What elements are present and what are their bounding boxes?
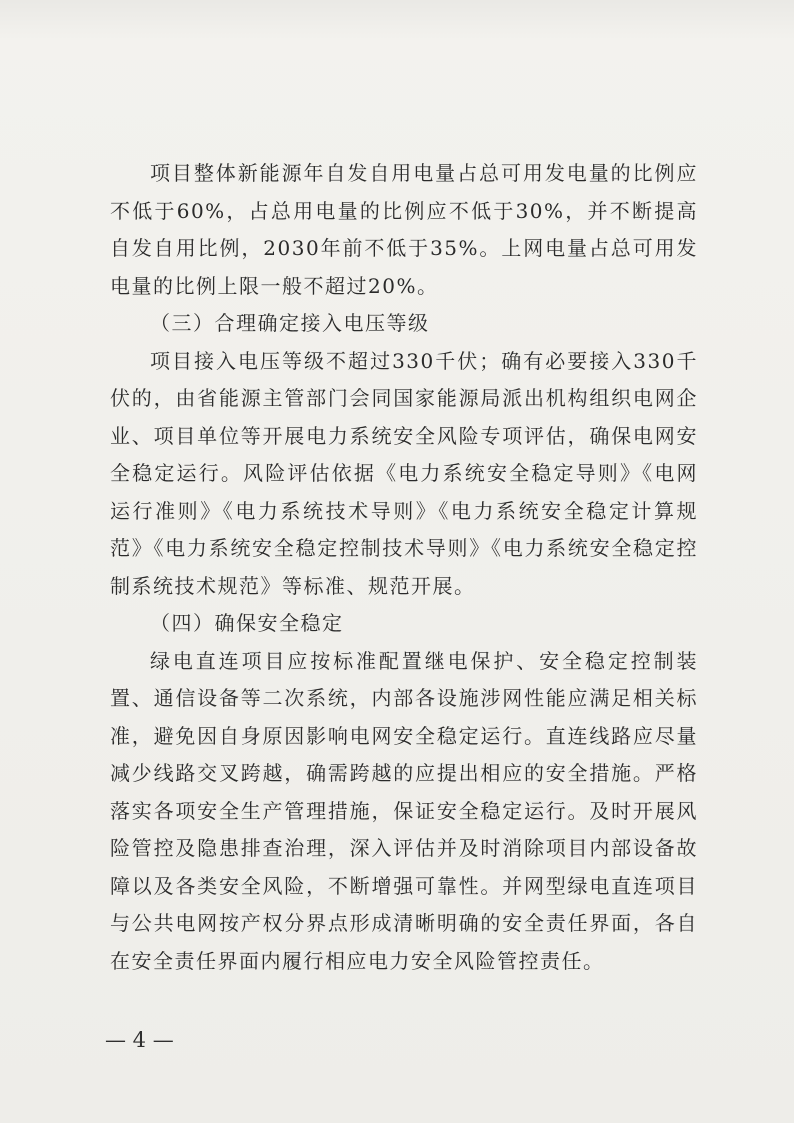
paragraph-safety-stability: 绿电直连项目应按标准配置继电保护、安全稳定控制装置、通信设备等二次系统，内部各设施涉网性能应满足相关标准，避免因自身原因影响电网安全稳定运行。直连线路应尽量减少线路交叉跨越，确需跨越的应提出相应的安全措施。严格落实各项安全生产管理措施，保证安全稳定运行。及时开展风险管控及隐患排查治理，深入评估并及时消除项目内部设备故障以及各类安全风险，不断增强可靠性。并网型绿电直连项目与公共电网按产权分界点形成清晰明确的安全责任界面，各自在安全责任界面内履行相应电力安全风险管控责任。 <box>110 648 698 973</box>
document-body <box>110 155 698 980</box>
scan-edge-shadow <box>0 0 794 40</box>
heading-voltage-level: （三）合理确定接入电压等级 <box>150 311 430 335</box>
heading-safety-stability: （四）确保安全稳定 <box>150 611 344 635</box>
page-number: — 4 — <box>105 1028 174 1052</box>
paragraph-generation-ratio: 项目整体新能源年自发自用电量占总可用发电量的比例应不低于60%，占总用电量的比例应不低于30%，并不断提高自发自用比例，2030年前不低于35%。上网电量占总可用发电量的比例上限一般不超过20%。 <box>110 161 698 298</box>
paragraph-voltage-level: 项目接入电压等级不超过330千伏；确有必要接入330千伏的，由省能源主管部门会同国家能源局派出机构组织电网企业、项目单位等开展电力系统安全风险专项评估，确保电网安全稳定运行。风险评估依据《电力系统安全稳定导则》《电网运行准则》《电力系统技术导则》《电力系统安全稳定计算规范》《电力系统安全稳定控制技术导则》《电力系统安全稳定控制系统技术规范》等标准、规范开展。 <box>110 348 698 598</box>
